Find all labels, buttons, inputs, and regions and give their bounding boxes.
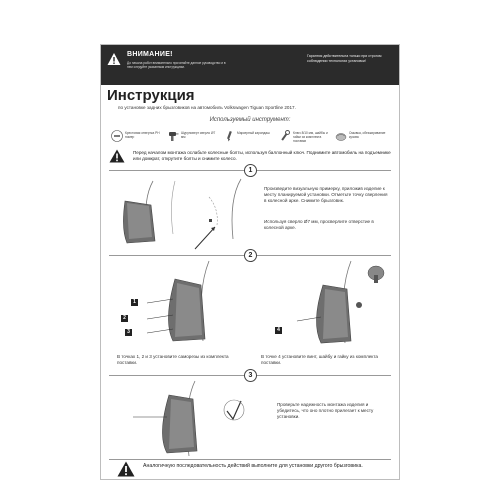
bottom-note: Аналогичную последовательность действий выполните для установки другого брызговика. xyxy=(143,463,363,469)
tools-title: Используемый инструмент: xyxy=(209,117,291,123)
tool-label: Шуруповерт сверло Ø7 мм xyxy=(181,131,216,139)
step-number-3: 3 xyxy=(244,369,257,382)
instruction-sheet xyxy=(100,44,400,480)
tool-item xyxy=(111,128,163,148)
warning-header xyxy=(101,45,399,85)
warranty-text: Гарантия действительна только при строгом соблюдении технологии установки! xyxy=(307,54,382,63)
page-subtitle: по установке задних брызговиков на автомобиль Volkswagen Tiguan Sportline 2017. xyxy=(118,105,296,110)
point-tag-4: 4 xyxy=(275,327,282,334)
tool-label: Маркерный карандаш xyxy=(237,131,270,135)
point-tag-2: 2 xyxy=(121,315,128,322)
warning-icon xyxy=(107,52,121,66)
warning-title: ВНИМАНИЕ! xyxy=(127,51,173,58)
step1-text-1: Произведите визуальную примерку, приложив изделие к месту планируемой установки. Отметьте точку сверления в колесной арке. Снимите брызговик. xyxy=(264,186,388,203)
point-tag-1: 1 xyxy=(131,299,138,306)
marker-icon xyxy=(223,130,235,142)
divider xyxy=(109,459,391,460)
tool-label: Крестовая отвертка PH номер xyxy=(125,131,160,139)
wrench-icon xyxy=(279,130,291,142)
step-number-1: 1 xyxy=(244,164,257,177)
page-title: Инструкция xyxy=(107,87,195,104)
tool-item xyxy=(167,128,219,148)
step2-illustration-left xyxy=(137,261,227,351)
warning-subtext: До начала работ внимательно прочитайте данное руководство и в нем следуйте указанным инструкциям. xyxy=(127,61,226,69)
warning-icon xyxy=(109,149,125,163)
step2-illustration-right xyxy=(281,261,391,351)
step2-left-text: В точках 1, 2 и 3 установите саморезы из комплекта поставки. xyxy=(117,354,229,365)
step-number-2: 2 xyxy=(244,249,257,262)
warning-icon xyxy=(117,461,135,477)
tools-list xyxy=(111,128,391,148)
pre-install-text: Перед началом монтажа ослабьте колесные болты, используя баллонный ключ. Поднимите автомобиль на подъемнике или домкрат, открутите болты и снимите колесо. xyxy=(133,150,391,161)
tool-item xyxy=(279,128,331,148)
cloth-icon xyxy=(335,130,347,142)
tool-item xyxy=(223,128,275,148)
step3-illustration xyxy=(123,381,233,461)
step1-text-2: Используя сверло Ø7 мм, просверлите отверстие в колесной арке. xyxy=(264,219,374,230)
step3-text: Проверьте надежность монтажа изделия и убедитесь, что оно плотно прилегает к месту установки. xyxy=(277,402,374,419)
screwdriver-icon xyxy=(111,130,123,142)
tool-label: Ключ 8/10 мм, шайбы и гайки из комплекта поставки xyxy=(293,131,328,143)
point-tag-3: 3 xyxy=(125,329,132,336)
tool-item xyxy=(335,128,387,148)
step1-illustration-right xyxy=(189,179,249,251)
step2-right-text: В точке 4 установите винт, шайбу и гайку из комплекта поставки. xyxy=(261,354,378,365)
tool-label: Смывка, обезжиривание кузова xyxy=(349,131,386,139)
checkmark-icon xyxy=(223,397,245,423)
step1-illustration-left xyxy=(113,179,188,251)
drill-icon xyxy=(167,130,179,142)
